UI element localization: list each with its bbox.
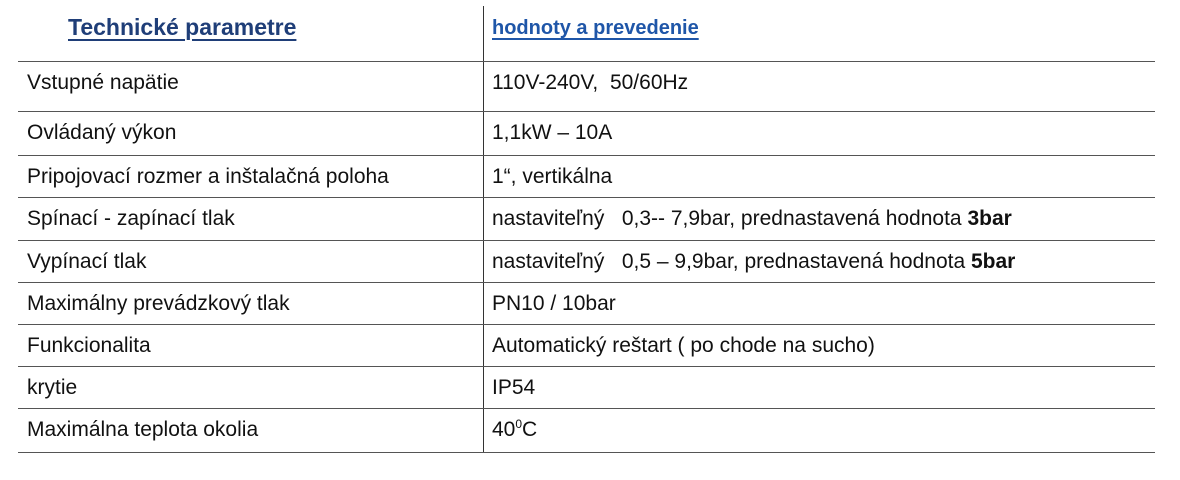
degree-superscript: 0 xyxy=(515,417,523,431)
table-row xyxy=(18,197,1155,241)
row-value: 1“, vertikálna xyxy=(492,165,613,188)
row-label: Maximálny prevádzkový tlak xyxy=(27,292,290,315)
row-label: krytie xyxy=(27,376,78,399)
row-value: 110V-240V, 50/60Hz xyxy=(492,71,689,94)
table-row xyxy=(18,282,1155,326)
row-value-bold: 5bar xyxy=(970,250,1016,273)
row-value: IP54 xyxy=(492,376,536,399)
row-value: nastaviteľný 0,5 – 9,9bar, prednastavená hodnota 5bar xyxy=(492,250,1016,273)
row-value: 1,1kW – 10A xyxy=(492,121,613,144)
row-value: PN10 / 10bar xyxy=(492,292,616,315)
row-label: Maximálna teplota okolia xyxy=(27,418,259,441)
row-value: $40^0C$ xyxy=(492,417,538,441)
header-values: hodnoty a prevedenie xyxy=(492,17,699,39)
row-label: Ovládaný výkon xyxy=(27,121,177,144)
row-label: Vypínací tlak xyxy=(27,250,147,273)
table-row xyxy=(18,240,1155,284)
table-row xyxy=(18,366,1155,410)
header-technical-parameters: Technické parametre xyxy=(68,14,297,40)
row-label: Funkcionalita xyxy=(27,334,151,357)
table-row xyxy=(18,324,1155,368)
table-row xyxy=(18,61,1155,105)
row-label: Pripojovací rozmer a inštalačná poloha xyxy=(27,165,389,188)
table-row xyxy=(18,408,1155,453)
row-value: nastaviteľný 0,3-- 7,9bar, prednastavená hodnota 3bar xyxy=(492,207,1012,230)
row-value-bold: 3bar xyxy=(967,207,1012,230)
row-value: Automatický reštart ( po chode na sucho) xyxy=(492,334,875,357)
table-row xyxy=(18,155,1155,199)
table-row xyxy=(18,111,1155,155)
row-label: Vstupné napätie xyxy=(27,71,179,94)
row-label: Spínací - zapínací tlak xyxy=(27,207,235,230)
